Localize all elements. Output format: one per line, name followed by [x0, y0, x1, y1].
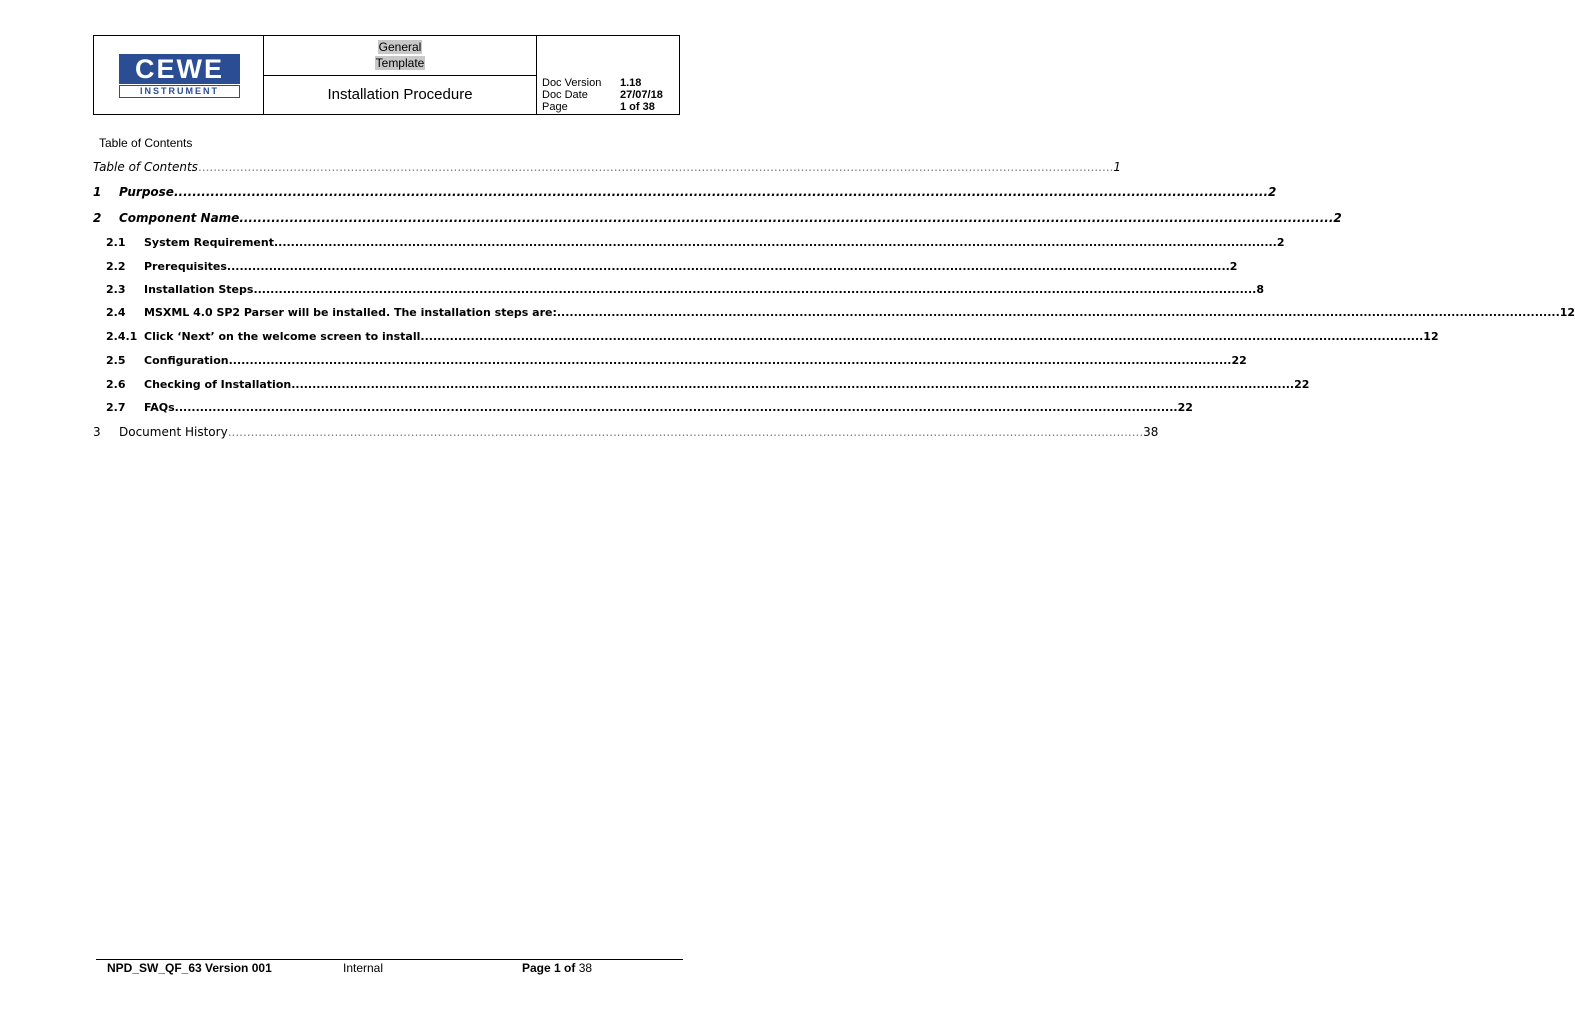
logo-wordmark: CEWE	[119, 54, 240, 84]
toc-leader-dots: ................................................................................................................................................................................................................................................	[273, 236, 1277, 249]
toc-entry-page: 12	[1423, 330, 1439, 343]
meta-value: 1 of 38	[620, 101, 655, 113]
toc-entry-text: System Requirement	[144, 236, 274, 249]
toc-entry-number: 2.6	[106, 378, 126, 391]
toc-entry-text: Component Name	[119, 211, 240, 225]
toc-entry-page: 22	[1177, 401, 1193, 414]
toc-entry-page: 22	[1294, 378, 1310, 391]
toc-entry-number: 2	[93, 211, 102, 225]
toc-entry-msxml-parser[interactable]	[106, 303, 1575, 319]
meta-label: Doc Version	[542, 77, 602, 89]
toc-entry-document-history[interactable]	[93, 423, 1159, 439]
toc-entry-page: 8	[1256, 283, 1264, 296]
toc-leader-dots: ................................................................................................................................................................................................................................................	[227, 425, 1144, 439]
toc-entry-text: MSXML 4.0 SP2 Parser will be installed. The installation steps are:	[144, 306, 557, 319]
toc-entry-system-requirement[interactable]	[106, 233, 1285, 249]
toc-entry-number: 2.5	[106, 354, 126, 367]
footer-classification: Internal	[343, 961, 384, 975]
toc-leader-dots: ................................................................................................................................................................................................................................................	[253, 283, 1257, 296]
toc-entry-page: 12	[1559, 306, 1575, 319]
toc-leader-dots: ................................................................................................................................................................................................................................................	[228, 354, 1232, 367]
meta-label: Doc Date	[542, 89, 588, 101]
document-title: Installation Procedure	[327, 86, 473, 103]
logo-subtitle: INSTRUMENT	[119, 85, 240, 98]
toc-entry-number: 2.3	[106, 283, 126, 296]
toc-entry-text: Configuration	[144, 354, 229, 367]
toc-entry-table-of-contents[interactable]	[93, 158, 1122, 174]
toc-leader-dots: ................................................................................................................................................................................................................................................	[197, 160, 1114, 174]
document-header-table	[93, 35, 680, 115]
toc-entry-prerequisites[interactable]	[106, 257, 1238, 273]
toc-entry-text: Click ‘Next’ on the welcome screen to install	[144, 330, 421, 343]
category-general: General	[378, 40, 422, 54]
meta-value: 1.18	[620, 77, 642, 89]
toc-entry-faqs[interactable]	[106, 398, 1193, 414]
toc-entry-number: 3	[93, 425, 101, 439]
toc-entry-text: Installation Steps	[144, 283, 254, 296]
toc-entry-purpose[interactable]	[93, 183, 1277, 199]
cewe-instrument-logo	[119, 54, 240, 98]
toc-entry-number: 1	[93, 185, 102, 199]
toc-entry-text: FAQs	[144, 401, 175, 414]
toc-entry-text: Checking of Installation	[144, 378, 292, 391]
toc-leader-dots: ................................................................................................................................................................................................................................................	[239, 211, 1334, 225]
toc-leader-dots: ................................................................................................................................................................................................................................................	[291, 378, 1295, 391]
meta-label: Page	[542, 101, 568, 113]
toc-entry-number: 2.4	[106, 306, 126, 319]
toc-entry-page: 2	[1229, 260, 1238, 273]
category-template: Template	[375, 56, 425, 70]
toc-entry-text: Document History	[119, 425, 228, 439]
toc-entry-checking-installation[interactable]	[106, 375, 1310, 391]
toc-entry-page: 38	[1143, 425, 1159, 439]
toc-entry-page: 22	[1231, 354, 1247, 367]
toc-entry-page: 2	[1268, 185, 1277, 199]
toc-entry-page: 2	[1276, 236, 1285, 249]
category-cell	[264, 36, 536, 76]
footer-page-prefix: Page 1 of	[522, 961, 576, 975]
toc-leader-dots: ................................................................................................................................................................................................................................................	[420, 330, 1424, 343]
toc-entry-text: Table of Contents	[93, 160, 198, 174]
toc-entry-number: 2.7	[106, 401, 126, 414]
toc-entry-text: Prerequisites	[144, 260, 227, 273]
footer-divider	[96, 959, 683, 960]
toc-leader-dots: ................................................................................................................................................................................................................................................	[173, 185, 1269, 199]
toc-leader-dots: ................................................................................................................................................................................................................................................	[226, 260, 1230, 273]
toc-entry-number: 2.1	[106, 236, 126, 249]
toc-leader-dots: ................................................................................................................................................................................................................................................	[174, 401, 1178, 414]
meta-value: 27/07/18	[620, 89, 663, 101]
footer-page-number	[522, 961, 592, 975]
toc-entry-component-name[interactable]	[93, 209, 1342, 225]
footer-doc-id: NPD_SW_QF_63 Version 001	[107, 961, 272, 975]
toc-leader-dots: ................................................................................................................................................................................................................................................	[556, 306, 1560, 319]
toc-entry-number: 2.2	[106, 260, 126, 273]
toc-heading: Table of Contents	[99, 136, 193, 150]
toc-entry-click-next[interactable]	[106, 327, 1439, 343]
toc-entry-installation-steps[interactable]	[106, 280, 1264, 296]
toc-entry-page: 1	[1113, 160, 1122, 174]
toc-entry-configuration[interactable]	[106, 351, 1247, 367]
toc-entry-page: 2	[1333, 211, 1342, 225]
document-meta-cell	[536, 36, 679, 114]
toc-entry-text: Purpose	[119, 185, 174, 199]
toc-entry-number: 2.4.1	[106, 330, 138, 343]
logo-cell	[94, 36, 264, 114]
footer-page-total: 38	[578, 961, 593, 975]
